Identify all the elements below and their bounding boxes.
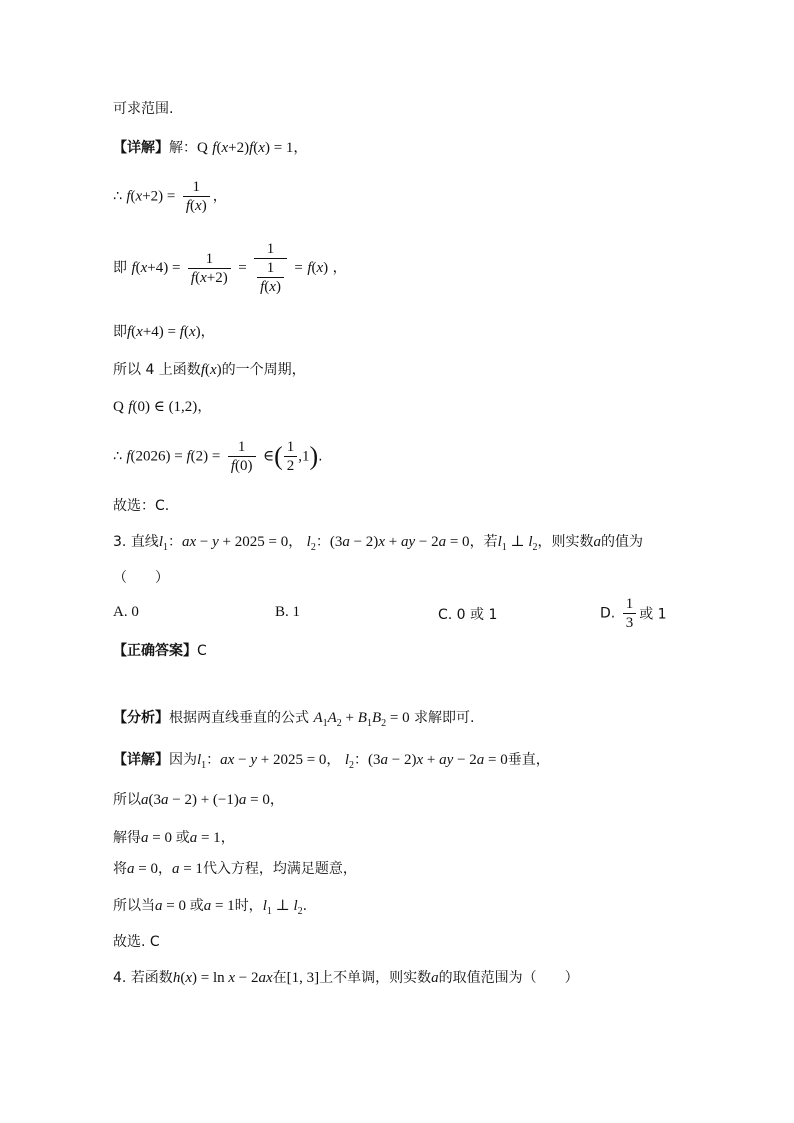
because-symbol: Q bbox=[197, 140, 208, 156]
section-tag: 【详解】 bbox=[113, 140, 169, 156]
math-line: ∴ f(x+2) = $\frac{1}{f(x)}$ ， bbox=[113, 179, 227, 214]
text-line: 可求范围. bbox=[113, 101, 174, 117]
option-c: C. 0 或 1 bbox=[438, 607, 498, 623]
text-line: 故选. C bbox=[113, 934, 160, 950]
therefore-symbol: ∴ bbox=[113, 188, 122, 205]
math-expr: f bbox=[212, 140, 217, 156]
nested-fraction: $\frac{1}{\frac{1}{f(x)}}$ bbox=[254, 240, 287, 296]
math-line: Q f(0) ∈ (1,2)， bbox=[113, 399, 212, 415]
detail-line: 【详解】因为$l_1$：ax − y + 2025 = 0， $l_2$：(3a − 2)x + ay − 2a = 0垂直， bbox=[113, 752, 550, 771]
fraction: $\frac{1}{f(x+2)}$ bbox=[188, 250, 231, 287]
option-a: A. 0 bbox=[113, 604, 139, 620]
math-line: 即 f(x+4) = $\frac{1}{f(x+2)}$ = $\frac{1}{\frac{1}{f(x)}}$ = f(x) ， bbox=[113, 241, 347, 295]
text-line: 所以 4 上函数f(x)的一个周期， bbox=[113, 362, 306, 378]
analysis-line: 【分析】根据两直线垂直的公式 $A_1A_2 + B_1B_2 = 0$ 求解即可. bbox=[113, 710, 475, 729]
fraction: $\frac{1}{f(0)}$ bbox=[228, 438, 256, 475]
option-b: B. 1 bbox=[275, 604, 301, 620]
solution-step: 解得a = 0 或a = 1， bbox=[113, 830, 235, 846]
solution-step: 所以a(3a − 2) + (−1)a = 0， bbox=[113, 792, 284, 808]
math-line: ∴ f(2026) = f(2) = $\frac{1}{f(0)}$ ∈( $\frac{1}{2}$ ,1). bbox=[113, 439, 323, 474]
solution-step: 将a = 0，a = 1代入方程，均满足题意， bbox=[113, 861, 357, 877]
answer-line: 【正确答案】C bbox=[113, 643, 207, 659]
fraction: $\frac{1}{f(x)}$ bbox=[183, 178, 210, 215]
math-line: 即f(x+4) = f(x)， bbox=[113, 324, 215, 340]
solution-step: 所以当a = 0 或a = 1时，$l_1$ ⊥ $l_2$. bbox=[113, 898, 308, 917]
option-d: D. $\frac{1}{3}$ 或 1 bbox=[600, 596, 667, 631]
question-paren: （ ） bbox=[113, 570, 169, 586]
text-line: 故选：C. bbox=[113, 498, 170, 514]
question-4: 4. 若函数h(x) = ln x − 2ax在[1, 3]上不单调，则实数a的取值范围为（ ） bbox=[113, 970, 579, 986]
detail-line: 【详解】解：Q f(x+2)f(x) = 1， bbox=[113, 140, 308, 156]
question-3: 3. 直线$l_1$：ax − y + 2025 = 0， $l_2$：(3a − 2)x + ay − 2a = 0，若$l_1$ ⊥ $l_2$，则实数a的值为 bbox=[113, 534, 644, 553]
